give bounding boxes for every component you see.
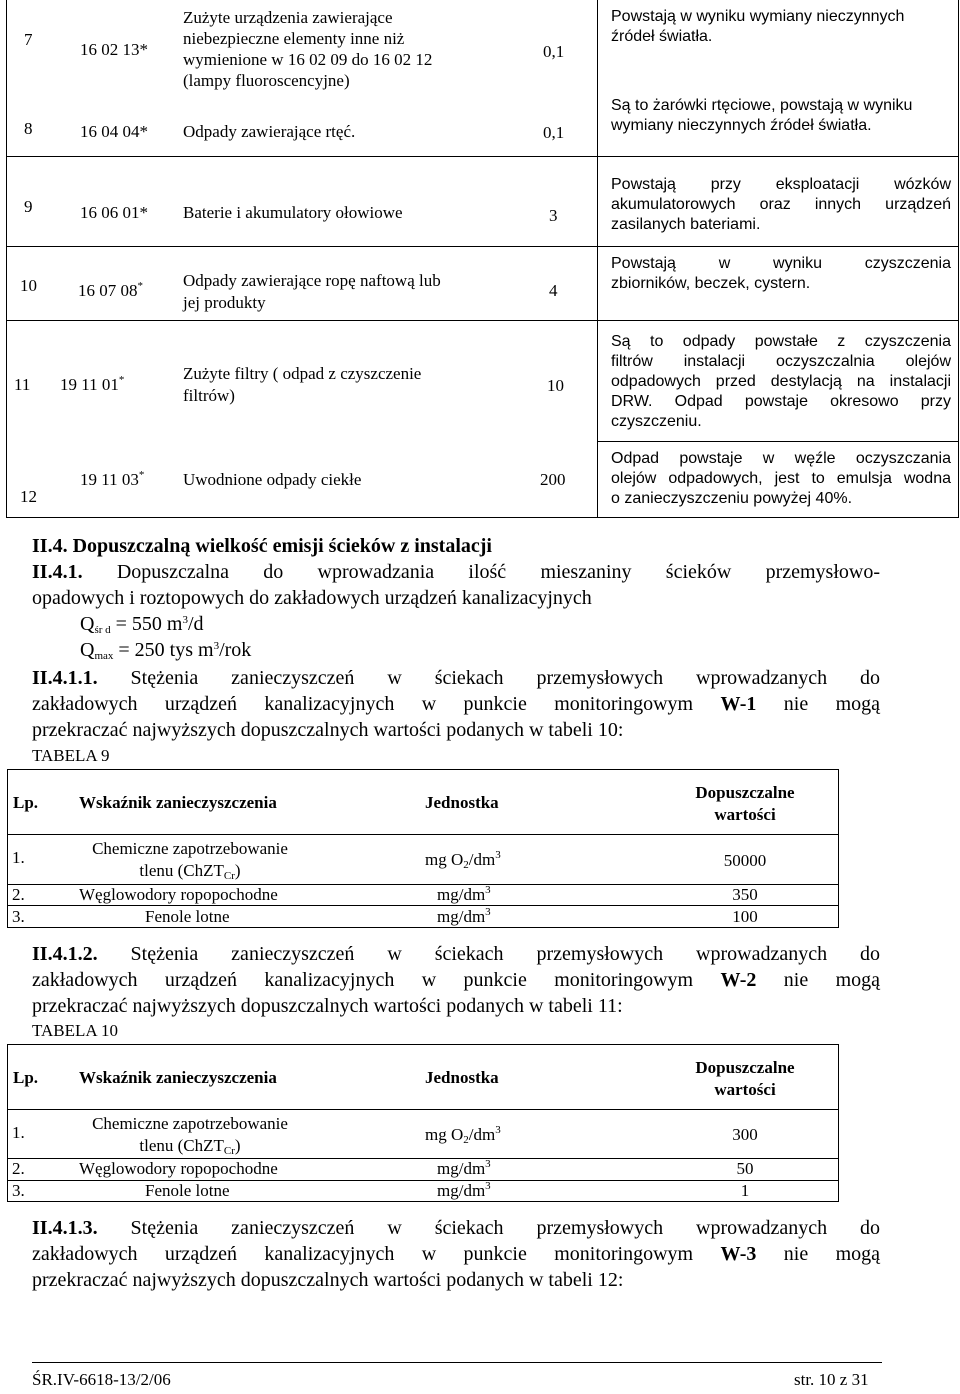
unit-exponent: 3 bbox=[485, 1158, 491, 1170]
indicator-line-2 bbox=[70, 860, 310, 882]
row-8-description: Odpady zawierające rtęć. bbox=[183, 122, 356, 141]
row-12-code bbox=[80, 470, 144, 490]
footer-rule bbox=[32, 1362, 882, 1363]
desc-line: (lampy fluoroscencyjne) bbox=[183, 71, 350, 90]
desc-line: wymienione w 16 02 09 do 16 02 12 bbox=[183, 50, 433, 69]
row-10-description bbox=[183, 270, 441, 314]
flow-symbol: Q bbox=[80, 613, 95, 635]
row-3-indicator: Fenole lotne bbox=[145, 907, 230, 926]
row-11-description bbox=[183, 363, 421, 407]
flow-value: = 550 m bbox=[110, 613, 183, 635]
paragraph-II-4-1-3 bbox=[32, 1215, 880, 1293]
row-7-note bbox=[611, 7, 956, 47]
header-allowed-line: Dopuszczalne bbox=[695, 783, 795, 802]
monitoring-point: W-1 bbox=[720, 693, 757, 715]
note-line: zbiorników, beczek, cystern. bbox=[611, 275, 811, 292]
row-9-note bbox=[611, 175, 951, 235]
paragraph-line: przekraczać najwyższych dopuszczalnych wartości podanych w tabeli 10: bbox=[32, 719, 624, 741]
row-3-value: 100 bbox=[732, 907, 758, 926]
row-2-value: 50 bbox=[736, 1159, 754, 1178]
code-asterisk: * bbox=[137, 280, 143, 292]
paragraph-line: przekraczać najwyższych dopuszczalnych wartości podanych w tabeli 11: bbox=[32, 995, 623, 1017]
section-heading bbox=[32, 533, 880, 559]
indicator-subscript: Cr bbox=[223, 1145, 235, 1157]
code-text: 16 07 08 bbox=[78, 281, 138, 300]
row-3-unit bbox=[437, 1181, 491, 1201]
row-10-note bbox=[611, 254, 951, 294]
heading-text: Dopuszczalną wielkość emisji ścieków z instalacji bbox=[72, 535, 492, 557]
header-allowed-line: Dopuszczalne bbox=[695, 1058, 795, 1077]
flow-exponent: 3 bbox=[182, 614, 188, 626]
paragraph-line: Stężenia zanieczyszczeń w ściekach przemysłowych wprowadzanych do bbox=[130, 943, 881, 965]
unit-text: mg/dm bbox=[437, 1181, 486, 1200]
desc-line: Zużyte urządzenia zawierające bbox=[183, 8, 393, 27]
paragraph-II-4-1-1 bbox=[32, 665, 880, 743]
header-allowed-line: wartości bbox=[714, 1080, 776, 1099]
row-1-value: 50000 bbox=[723, 851, 767, 870]
paragraph-line: zakładowych urządzeń kanalizacyjnych w punkcie monitoringowym bbox=[32, 1243, 721, 1265]
desc-line: Zużyte filtry ( odpad z czyszczenie bbox=[183, 364, 422, 383]
flow-subscript: max bbox=[94, 650, 114, 662]
row-8-note bbox=[611, 96, 956, 136]
paragraph-line: Stężenia zanieczyszczeń w ściekach przemysłowych wprowadzanych do bbox=[130, 1217, 881, 1239]
flow-value: = 250 tys m bbox=[113, 639, 214, 661]
row-11-code bbox=[60, 375, 124, 395]
table-9-caption: TABELA 9 bbox=[32, 746, 110, 765]
desc-line: niebezpieczne elementy inne niż bbox=[183, 29, 405, 48]
row-2-lp: 2. bbox=[12, 1159, 25, 1178]
flow-unit: /d bbox=[188, 613, 204, 635]
row-10-quantity: 4 bbox=[549, 281, 558, 300]
row-1-indicator bbox=[70, 1113, 310, 1157]
paragraph-II-4-1-2 bbox=[32, 941, 880, 1019]
unit-exponent: 3 bbox=[485, 906, 491, 918]
header-unit: Jednostka bbox=[425, 793, 499, 812]
header-allowed bbox=[670, 782, 820, 826]
row-8-code: 16 04 04* bbox=[80, 122, 148, 141]
note-line: filtrów instalacji oczyszczalnia olejów bbox=[611, 353, 951, 370]
indicator-subscript: Cr bbox=[223, 870, 235, 882]
paragraph-line: Dopuszczalna do wprowadzania ilość mieszaniny ścieków przemysłowo- bbox=[116, 561, 880, 583]
row-1-lp: 1. bbox=[12, 1123, 25, 1142]
heading-number: II.4. bbox=[32, 535, 68, 557]
note-line: odpadowych przed destylacją na instalacji bbox=[611, 373, 951, 390]
row-11-note bbox=[611, 332, 951, 432]
paragraph-line: nie mogą bbox=[756, 969, 880, 991]
row-12-description: Uwodnione odpady ciekłe bbox=[183, 470, 362, 489]
header-indicator: Wskaźnik zanieczyszczenia bbox=[79, 1068, 277, 1087]
header-allowed bbox=[670, 1057, 820, 1101]
unit-text: mg O bbox=[425, 850, 464, 869]
indicator-text: tlenu (ChZT bbox=[139, 861, 224, 880]
paragraph-number: II.4.1.1. bbox=[32, 667, 98, 689]
unit-text: mg/dm bbox=[437, 907, 486, 926]
desc-line: filtrów) bbox=[183, 386, 235, 405]
flow-annual bbox=[32, 637, 880, 663]
paragraph-number: II.4.1.3. bbox=[32, 1217, 98, 1239]
note-line: Są to odpady powstałe z czyszczenia bbox=[611, 333, 951, 350]
unit-exponent: 3 bbox=[495, 849, 501, 861]
indicator-text: tlenu (ChZT bbox=[139, 1136, 224, 1155]
row-11-number: 11 bbox=[14, 375, 31, 394]
unit-subscript: 2 bbox=[463, 1134, 469, 1146]
unit-exponent: 3 bbox=[485, 1180, 491, 1192]
row-7-description bbox=[183, 7, 513, 91]
note-line: czyszczeniu. bbox=[611, 413, 702, 430]
unit-subscript: 2 bbox=[463, 859, 469, 871]
indicator-line: Chemiczne zapotrzebowanie bbox=[92, 839, 288, 858]
row-2-value: 350 bbox=[732, 885, 758, 904]
header-allowed-line: wartości bbox=[714, 805, 776, 824]
note-line: DRW. Odpad powstaje okresowo przy bbox=[611, 393, 951, 410]
row-9-code: 16 06 01* bbox=[80, 203, 148, 222]
row-2-unit bbox=[437, 885, 491, 905]
row-3-value: 1 bbox=[740, 1181, 750, 1200]
row-1-lp: 1. bbox=[12, 848, 25, 867]
row-9-number: 9 bbox=[24, 197, 33, 216]
paragraph-number: II.4.1.2. bbox=[32, 943, 98, 965]
row-9-quantity: 3 bbox=[549, 206, 558, 225]
row-2-indicator: Węglowodory ropopochodne bbox=[79, 885, 278, 904]
row-12-quantity: 200 bbox=[540, 470, 566, 489]
row-2-unit bbox=[437, 1159, 491, 1179]
paragraph-line: zakładowych urządzeń kanalizacyjnych w punkcie monitoringowym bbox=[32, 969, 721, 991]
paragraph-line: Stężenia zanieczyszczeń w ściekach przemysłowych wprowadzanych do bbox=[130, 667, 881, 689]
flow-unit: /rok bbox=[219, 639, 252, 661]
row-9-description: Baterie i akumulatory ołowiowe bbox=[183, 203, 403, 222]
note-line: Powstają w wyniku czyszczenia bbox=[611, 255, 951, 272]
flow-symbol: Q bbox=[80, 639, 95, 661]
paragraph-line: nie mogą bbox=[756, 693, 880, 715]
row-7-number: 7 bbox=[24, 30, 33, 49]
header-lp: Lp. bbox=[13, 793, 39, 812]
row-12-number: 12 bbox=[20, 487, 37, 506]
monitoring-point: W-2 bbox=[720, 969, 757, 991]
code-text: 19 11 01 bbox=[60, 375, 119, 394]
row-1-indicator bbox=[70, 838, 310, 882]
monitoring-point: W-3 bbox=[720, 1243, 757, 1265]
row-1-unit bbox=[425, 1125, 501, 1145]
desc-line: Odpady zawierające ropę naftową lub bbox=[183, 271, 441, 290]
row-10-code bbox=[78, 281, 143, 301]
row-3-indicator: Fenole lotne bbox=[145, 1181, 230, 1200]
flow-subscript: śr d bbox=[94, 624, 111, 636]
paragraph-number: II.4.1. bbox=[32, 561, 83, 583]
row-2-indicator: Węglowodory ropopochodne bbox=[79, 1159, 278, 1178]
row-11-quantity: 10 bbox=[547, 376, 564, 395]
unit-text: /dm bbox=[468, 850, 496, 869]
note-line: zasilanych bateriami. bbox=[611, 216, 761, 233]
note-line: akumulatorowych oraz innych urządzeń bbox=[611, 196, 951, 213]
code-text: 19 11 03 bbox=[80, 470, 139, 489]
row-3-unit bbox=[437, 907, 491, 927]
flow-daily bbox=[32, 611, 880, 637]
row-7-quantity: 0,1 bbox=[543, 42, 565, 61]
code-asterisk: * bbox=[118, 374, 125, 386]
indicator-line-2 bbox=[70, 1135, 310, 1157]
note-line: olejów odpadowych, jest to emulsja wodna bbox=[611, 470, 951, 487]
flow-exponent: 3 bbox=[213, 640, 220, 652]
header-unit: Jednostka bbox=[425, 1068, 499, 1087]
row-8-number: 8 bbox=[24, 119, 33, 138]
unit-text: mg O bbox=[425, 1125, 464, 1144]
code-asterisk: * bbox=[138, 469, 145, 481]
unit-text: mg/dm bbox=[437, 885, 486, 904]
row-3-lp: 3. bbox=[12, 907, 25, 926]
note-line: o zanieczyszczeniu powyżej 40%. bbox=[611, 490, 853, 507]
note-line: Odpad powstaje w węźle oczyszczania bbox=[611, 450, 951, 467]
unit-exponent: 3 bbox=[485, 884, 491, 896]
note-line: Powstają przy eksploatacji wózków bbox=[611, 176, 951, 193]
paragraph-line: opadowych i roztopowych do zakładowych urządzeń kanalizacyjnych bbox=[32, 587, 592, 609]
desc-line: jej produkty bbox=[183, 293, 266, 312]
note-line: Są to żarówki rtęciowe, powstają w wyniku bbox=[611, 97, 913, 114]
header-indicator: Wskaźnik zanieczyszczenia bbox=[79, 793, 277, 812]
unit-text: mg/dm bbox=[437, 1159, 486, 1178]
header-lp: Lp. bbox=[13, 1068, 39, 1087]
paragraph-line: zakładowych urządzeń kanalizacyjnych w punkcie monitoringowym bbox=[32, 693, 721, 715]
row-1-unit bbox=[425, 850, 501, 870]
paragraph-line: przekraczać najwyższych dopuszczalnych wartości podanych w tabeli 12: bbox=[32, 1269, 624, 1291]
unit-text: /dm bbox=[468, 1125, 496, 1144]
indicator-text: ) bbox=[234, 861, 241, 880]
row-3-lp: 3. bbox=[12, 1181, 25, 1200]
unit-exponent: 3 bbox=[495, 1124, 501, 1136]
row-12-note bbox=[611, 449, 951, 509]
paragraph-II-4-1 bbox=[32, 559, 880, 663]
footer-reference: ŚR.IV-6618-13/2/06 bbox=[32, 1370, 171, 1389]
note-line: wymiany nieczynnych źródeł światła. bbox=[611, 117, 872, 134]
row-1-value: 300 bbox=[732, 1125, 758, 1144]
table-10-caption: TABELA 10 bbox=[32, 1021, 118, 1040]
row-7-code: 16 02 13* bbox=[80, 40, 148, 59]
note-line: źródeł światła. bbox=[611, 28, 713, 45]
footer-page-number: str. 10 z 31 bbox=[794, 1370, 869, 1389]
paragraph-line: nie mogą bbox=[756, 1243, 880, 1265]
row-8-quantity: 0,1 bbox=[543, 123, 565, 142]
indicator-line: Chemiczne zapotrzebowanie bbox=[92, 1114, 288, 1133]
indicator-text: ) bbox=[234, 1136, 241, 1155]
row-2-lp: 2. bbox=[12, 885, 25, 904]
note-line: Powstają w wyniku wymiany nieczynnych bbox=[611, 8, 905, 25]
row-10-number: 10 bbox=[20, 276, 37, 295]
